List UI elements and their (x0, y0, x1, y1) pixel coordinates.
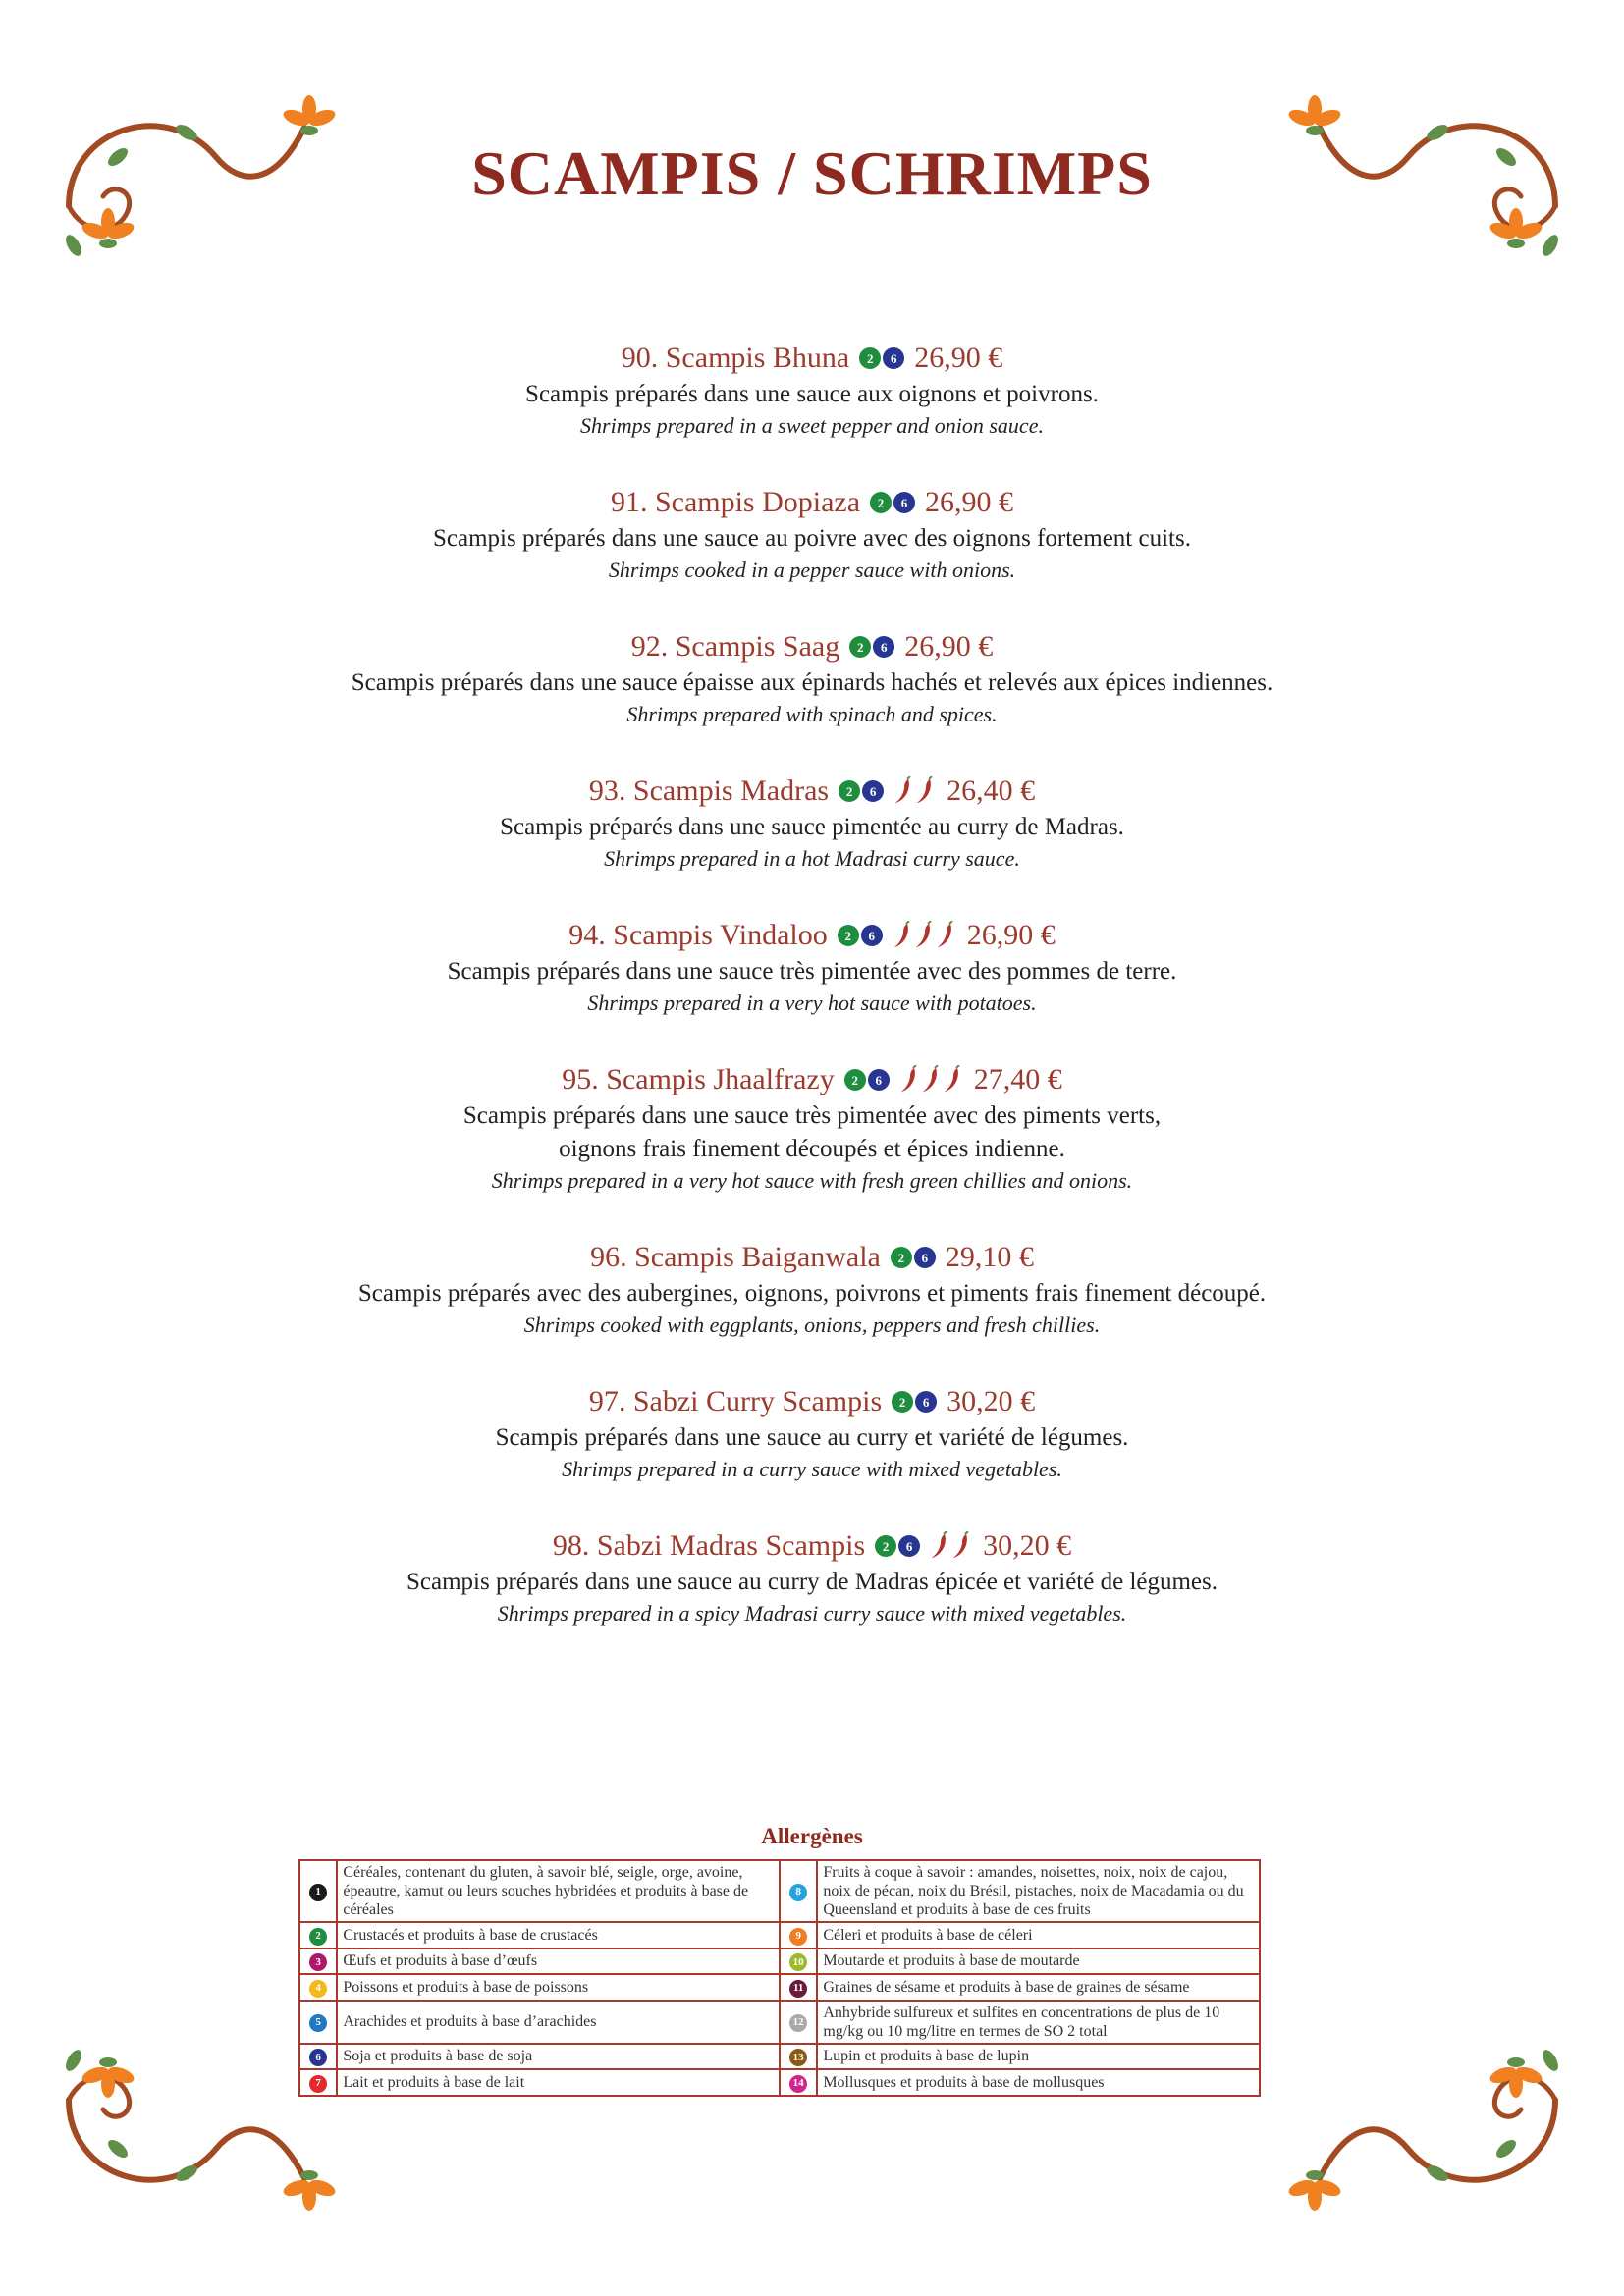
menu-item-description-fr: Scampis préparés dans une sauce au curry et variété de légumes. (495, 1424, 1129, 1451)
corner-ornament-bottom-right (1280, 2021, 1575, 2217)
menu-item-header (0, 483, 1624, 522)
allergen-number-cell (780, 2044, 817, 2070)
allergen-number-cell (299, 2001, 337, 2044)
allergen-description: Anhybride sulfureux et sulfites en concentrations de plus de 10 mg/kg ou 10 mg/litre en termes de SO 2 total (817, 2001, 1260, 2044)
chili-icon (943, 1065, 964, 1095)
allergen-badge: 6 (873, 636, 894, 658)
menu-item-price: 29,10 € (945, 1241, 1034, 1273)
allergen-number-cell (780, 1949, 817, 1975)
page-title: SCAMPIS / SCHRIMPS (471, 138, 1153, 208)
allergen-number-cell (780, 2001, 817, 2044)
menu-item-description-en: Shrimps prepared in a curry sauce with mixed vegetables. (562, 1457, 1062, 1481)
menu-item (0, 916, 1624, 1018)
chili-icon (899, 1065, 921, 1095)
allergen-number-cell (299, 2069, 337, 2096)
allergen-badge: 6 (915, 1391, 937, 1413)
allergen-number-badge: 9 (789, 1928, 807, 1946)
allergen-number-badge: 8 (789, 1884, 807, 1901)
menu-item-name: 93. Scampis Madras (588, 774, 830, 807)
allergen-badge: 6 (914, 1247, 936, 1268)
menu-item (0, 1060, 1624, 1196)
menu-item-price: 26,90 € (914, 342, 1003, 374)
menu-item-description-en: Shrimps cooked with eggplants, onions, peppers and fresh chillies. (523, 1312, 1101, 1337)
allergen-row (299, 1922, 1260, 1949)
allergen-row (299, 1949, 1260, 1975)
chili-icon (893, 921, 914, 950)
menu-item-description-en: Shrimps prepared in a hot Madrasi curry sauce. (604, 846, 1020, 871)
menu-item (0, 772, 1624, 874)
menu-list (0, 339, 1624, 1671)
menu-item-price: 26,90 € (925, 486, 1014, 518)
menu-item-description-en: Shrimps prepared in a very hot sauce with potatoes. (587, 990, 1037, 1015)
menu-item (0, 339, 1624, 441)
allergen-badge: 6 (883, 347, 904, 369)
allergen-badge: 2 (892, 1391, 913, 1413)
menu-item-description-fr: Scampis préparés dans une sauce aux oignons et poivrons. (525, 381, 1099, 407)
allergen-number-cell (780, 1860, 817, 1922)
allergen-badge: 2 (870, 492, 892, 513)
allergen-description: Poissons et produits à base de poissons (337, 1974, 780, 2001)
menu-item-description-fr: Scampis préparés dans une sauce au poivre avec des oignons fortement cuits. (433, 525, 1191, 552)
menu-item (0, 483, 1624, 585)
allergen-description: Soja et produits à base de soja (337, 2044, 780, 2070)
menu-item (0, 627, 1624, 729)
menu-item-price: 27,40 € (973, 1063, 1062, 1095)
chili-icon (936, 921, 957, 950)
chili-icon (921, 1065, 943, 1095)
allergen-description: Graines de sésame et produits à base de graines de sésame (817, 1974, 1260, 2001)
allergen-badge: 6 (898, 1535, 920, 1557)
menu-item-name: 94. Scampis Vindaloo (568, 919, 828, 951)
allergen-description: Moutarde et produits à base de moutarde (817, 1949, 1260, 1975)
allergen-number-badge: 7 (309, 2075, 327, 2093)
menu-item-description-en: Shrimps prepared in a sweet pepper and onion sauce. (580, 413, 1044, 438)
allergen-badges (892, 1391, 937, 1413)
menu-item-header (0, 916, 1624, 955)
chili-icon (893, 776, 915, 806)
menu-item-name: 91. Scampis Dopiaza (610, 486, 861, 518)
menu-item-description-en: Shrimps cooked in a pepper sauce with onions. (608, 558, 1016, 582)
allergen-number-badge: 10 (789, 1953, 807, 1971)
chili-rating (899, 1065, 964, 1095)
allergen-badges (891, 1247, 936, 1268)
allergen-number-badge: 12 (789, 2014, 807, 2032)
allergen-description: Lupin et produits à base de lupin (817, 2044, 1260, 2070)
allergens-title: Allergènes (761, 1824, 863, 1848)
allergen-number-badge: 11 (789, 1980, 807, 1998)
allergen-description: Lait et produits à base de lait (337, 2069, 780, 2096)
allergen-description: Fruits à coque à savoir : amandes, noisettes, noix, noix de cajou, noix de pécan, noix du Brésil, pistaches, noix de Macadamia ou du Queensland et produits à base de ces fruits (817, 1860, 1260, 1922)
menu-item-price: 26,90 € (904, 630, 994, 663)
menu-item-header (0, 772, 1624, 811)
allergen-row (299, 1974, 1260, 2001)
allergen-badge: 6 (861, 925, 883, 946)
menu-item-name: 97. Sabzi Curry Scampis (588, 1385, 883, 1417)
menu-item (0, 1238, 1624, 1340)
allergens-table (298, 1859, 1261, 2097)
allergen-number-badge: 4 (309, 1980, 327, 1998)
allergen-description: Crustacés et produits à base de crustacés (337, 1922, 780, 1949)
menu-item-price: 30,20 € (947, 1385, 1036, 1417)
allergen-badges (875, 1535, 920, 1557)
allergen-number-cell (299, 1922, 337, 1949)
allergen-badges (839, 780, 884, 802)
allergen-number-badge: 3 (309, 1953, 327, 1971)
allergen-number-badge: 6 (309, 2049, 327, 2066)
allergen-description: Céleri et produits à base de céleri (817, 1922, 1260, 1949)
allergen-badge: 2 (875, 1535, 896, 1557)
menu-item-description-en: Shrimps prepared in a very hot sauce with fresh green chillies and onions. (491, 1168, 1133, 1193)
allergen-description: Mollusques et produits à base de mollusques (817, 2069, 1260, 2096)
allergen-number-cell (780, 1974, 817, 2001)
allergen-badges (859, 347, 904, 369)
menu-item-name: 92. Scampis Saag (630, 630, 840, 663)
allergen-number-badge: 1 (309, 1884, 327, 1901)
menu-item-header (0, 1382, 1624, 1421)
allergen-row (299, 1860, 1260, 1922)
allergen-badge: 2 (849, 636, 871, 658)
allergen-badge: 6 (868, 1069, 890, 1091)
allergen-number-badge: 2 (309, 1928, 327, 1946)
chili-rating (893, 921, 957, 950)
allergen-badge: 2 (844, 1069, 866, 1091)
allergen-badge: 2 (891, 1247, 912, 1268)
menu-item-description-en: Shrimps prepared with spinach and spices. (626, 702, 998, 726)
menu-item-description-fr: Scampis préparés dans une sauce très pimentée avec des pommes de terre. (447, 958, 1177, 985)
allergen-number-badge: 13 (789, 2049, 807, 2066)
allergen-number-cell (780, 2069, 817, 2096)
menu-item-price: 30,20 € (983, 1529, 1072, 1562)
menu-item-description-fr-cont: oignons frais finement découpés et épices indienne. (559, 1136, 1065, 1162)
allergen-badges (870, 492, 915, 513)
allergen-badges (844, 1069, 890, 1091)
allergen-badge: 2 (859, 347, 881, 369)
allergen-description: Arachides et produits à base d’arachides (337, 2001, 780, 2044)
menu-item-price: 26,40 € (947, 774, 1036, 807)
menu-item (0, 1526, 1624, 1629)
menu-item-description-fr: Scampis préparés dans une sauce épaisse aux épinards hachés et relevés aux épices indiennes. (351, 669, 1273, 696)
chili-icon (930, 1531, 951, 1561)
menu-item-header (0, 339, 1624, 378)
menu-item-name: 98. Sabzi Madras Scampis (552, 1529, 866, 1562)
allergen-badge: 6 (862, 780, 884, 802)
chili-icon (914, 921, 936, 950)
menu-item-name: 95. Scampis Jhaalfrazy (562, 1063, 835, 1095)
menu-item-description-fr: Scampis préparés dans une sauce pimentée au curry de Madras. (500, 814, 1124, 840)
menu-item-header (0, 1526, 1624, 1566)
allergen-badge: 6 (893, 492, 915, 513)
menu-item-description-en: Shrimps prepared in a spicy Madrasi curry sauce with mixed vegetables. (497, 1601, 1127, 1626)
menu-item-description-fr: Scampis préparés dans une sauce très pimentée avec des piments verts, (462, 1102, 1162, 1129)
menu-item-name: 96. Scampis Baiganwala (590, 1241, 881, 1273)
menu-item-header (0, 1238, 1624, 1277)
allergen-row (299, 2069, 1260, 2096)
chili-rating (893, 776, 937, 806)
menu-item-name: 90. Scampis Bhuna (621, 342, 850, 374)
chili-rating (930, 1531, 973, 1561)
allergen-number-cell (299, 1974, 337, 2001)
allergen-badges (838, 925, 883, 946)
allergen-badge: 2 (838, 925, 859, 946)
allergen-number-badge: 5 (309, 2014, 327, 2032)
allergen-number-cell (780, 1922, 817, 1949)
menu-item (0, 1382, 1624, 1484)
allergen-number-cell (299, 1949, 337, 1975)
menu-item-header (0, 1060, 1624, 1099)
menu-item-price: 26,90 € (966, 919, 1056, 951)
allergen-badges (849, 636, 894, 658)
menu-item-header (0, 627, 1624, 667)
allergen-row (299, 2001, 1260, 2044)
allergen-number-badge: 14 (789, 2075, 807, 2093)
allergen-number-cell (299, 1860, 337, 1922)
menu-item-description-fr: Scampis préparés avec des aubergines, oignons, poivrons et piments frais finement découpé. (357, 1280, 1267, 1307)
chili-icon (915, 776, 937, 806)
allergen-number-cell (299, 2044, 337, 2070)
menu-item-description-fr: Scampis préparés dans une sauce au curry de Madras épicée et variété de légumes. (406, 1569, 1218, 1595)
allergen-description: Œufs et produits à base d’œufs (337, 1949, 780, 1975)
allergen-row (299, 2044, 1260, 2070)
chili-icon (951, 1531, 973, 1561)
allergen-badge: 2 (839, 780, 860, 802)
allergen-description: Céréales, contenant du gluten, à savoir blé, seigle, orge, avoine, épeautre, kamut ou leurs souches hybridées et produits à base de céréales (337, 1860, 780, 1922)
